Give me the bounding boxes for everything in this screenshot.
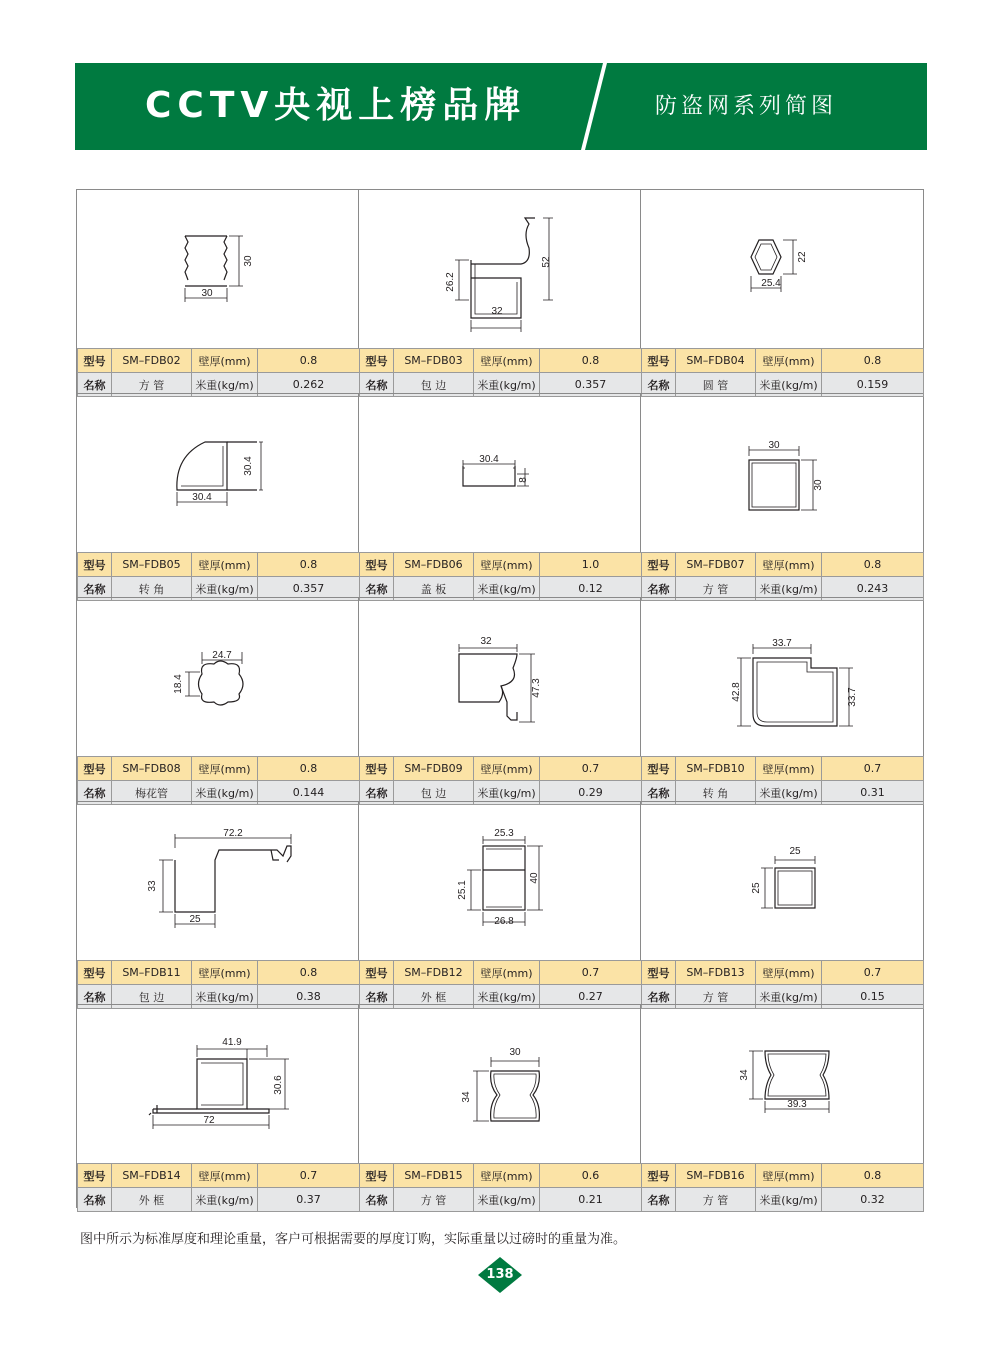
dimension-label: 25	[189, 914, 201, 925]
name-label: 名称	[78, 781, 112, 805]
profile-cross-section-icon	[641, 802, 923, 960]
header-banner	[75, 63, 927, 150]
weight-value: 0.21	[540, 1188, 642, 1212]
profile-cross-section-icon	[77, 394, 359, 552]
name-label: 名称	[360, 781, 394, 805]
model-label: 型号	[78, 553, 112, 577]
dimension-label: 33	[147, 880, 158, 892]
thickness-label: 壁厚(mm)	[474, 757, 540, 781]
profile-drawing	[77, 394, 359, 552]
weight-value: 0.144	[258, 781, 360, 805]
product-card	[359, 802, 641, 1006]
model-value: SM–FDB15	[394, 1164, 474, 1188]
name-label: 名称	[642, 985, 676, 1009]
thickness-value: 0.8	[258, 349, 360, 373]
model-label: 型号	[642, 553, 676, 577]
dimension-label: 25.4	[761, 278, 781, 289]
profile-drawing	[77, 190, 359, 348]
thickness-label: 壁厚(mm)	[756, 1164, 822, 1188]
thickness-label: 壁厚(mm)	[756, 961, 822, 985]
name-label: 名称	[642, 781, 676, 805]
profile-cross-section-icon	[77, 598, 359, 756]
name-value: 方 管	[676, 577, 756, 601]
profile-drawing	[359, 190, 641, 348]
weight-label: 米重(kg/m)	[756, 985, 822, 1009]
model-value: SM–FDB05	[112, 553, 192, 577]
name-value: 转 角	[676, 781, 756, 805]
name-label: 名称	[78, 577, 112, 601]
spec-row-model	[78, 757, 360, 781]
dimension-label: 32	[491, 306, 503, 317]
name-label: 名称	[78, 1188, 112, 1212]
model-value: SM–FDB12	[394, 961, 474, 985]
profile-cross-section-icon	[359, 802, 641, 960]
dimension-label: 25.1	[457, 880, 468, 900]
product-card	[77, 394, 359, 598]
profile-drawing	[359, 802, 641, 960]
weight-label: 米重(kg/m)	[756, 577, 822, 601]
model-label: 型号	[78, 961, 112, 985]
product-card	[641, 394, 923, 598]
weight-value: 0.159	[822, 373, 924, 397]
profile-drawing	[359, 394, 641, 552]
product-card	[641, 802, 923, 1006]
product-card	[77, 802, 359, 1006]
thickness-value: 0.8	[540, 349, 642, 373]
spec-table	[77, 960, 360, 1009]
weight-label: 米重(kg/m)	[756, 373, 822, 397]
name-value: 圆 管	[676, 373, 756, 397]
model-label: 型号	[78, 349, 112, 373]
spec-row-model	[642, 757, 924, 781]
name-value: 包 边	[394, 781, 474, 805]
product-card	[77, 598, 359, 802]
spec-row-model	[78, 1164, 360, 1188]
model-label: 型号	[78, 1164, 112, 1188]
dimension-label: 34	[461, 1091, 472, 1103]
dimension-label: 40	[529, 872, 540, 884]
profile-cross-section-icon	[359, 394, 641, 552]
thickness-label: 壁厚(mm)	[192, 757, 258, 781]
name-value: 方 管	[394, 1188, 474, 1212]
spec-table	[359, 552, 642, 601]
name-value: 包 边	[394, 373, 474, 397]
profile-cross-section-icon	[77, 190, 359, 348]
product-card	[359, 1005, 641, 1209]
weight-value: 0.262	[258, 373, 360, 397]
dimension-label: 22	[797, 251, 808, 263]
dimension-label: 34	[739, 1069, 750, 1081]
spec-table	[641, 348, 924, 397]
spec-table	[359, 348, 642, 397]
profile-cross-section-icon	[359, 190, 641, 348]
name-label: 名称	[360, 1188, 394, 1212]
spec-table	[359, 960, 642, 1009]
dimension-label: 30	[201, 288, 213, 299]
weight-value: 0.38	[258, 985, 360, 1009]
spec-row-model	[360, 961, 642, 985]
weight-value: 0.27	[540, 985, 642, 1009]
model-label: 型号	[642, 1164, 676, 1188]
spec-row-model	[78, 961, 360, 985]
spec-table	[77, 1163, 360, 1212]
profile-cross-section-icon	[359, 1005, 641, 1163]
dimension-label: 26.2	[445, 272, 456, 292]
profile-drawing	[77, 802, 359, 960]
product-card	[359, 394, 641, 598]
weight-label: 米重(kg/m)	[756, 1188, 822, 1212]
product-card	[77, 190, 359, 394]
spec-row-model	[360, 553, 642, 577]
dimension-label: 26.8	[494, 916, 514, 927]
profile-cross-section-icon	[641, 190, 923, 348]
profile-drawing	[77, 1005, 359, 1163]
dimension-label: 30.4	[479, 454, 499, 465]
thickness-label: 壁厚(mm)	[474, 961, 540, 985]
product-card	[641, 190, 923, 394]
name-value: 方 管	[676, 985, 756, 1009]
dimension-label: 72.2	[223, 828, 243, 839]
product-card	[641, 1005, 923, 1209]
model-label: 型号	[360, 553, 394, 577]
spec-row-name	[360, 1188, 642, 1212]
product-grid	[76, 189, 924, 1208]
dimension-label: 30	[243, 255, 254, 267]
dimension-label: 39.3	[787, 1099, 807, 1110]
name-value: 外 框	[394, 985, 474, 1009]
spec-row-name	[642, 1188, 924, 1212]
name-label: 名称	[642, 373, 676, 397]
model-label: 型号	[360, 1164, 394, 1188]
thickness-value: 0.8	[822, 553, 924, 577]
thickness-value: 0.7	[822, 757, 924, 781]
spec-row-model	[78, 553, 360, 577]
dimension-label: 30	[768, 440, 780, 451]
dimension-label: 41.9	[222, 1037, 242, 1048]
spec-row-model	[360, 757, 642, 781]
thickness-value: 0.7	[540, 757, 642, 781]
dimension-label: 72	[203, 1115, 215, 1126]
model-label: 型号	[360, 757, 394, 781]
spec-row-model	[642, 349, 924, 373]
name-label: 名称	[78, 373, 112, 397]
spec-row-model	[360, 1164, 642, 1188]
dimension-label: 52	[541, 256, 552, 268]
product-card	[77, 1005, 359, 1209]
spec-table	[641, 552, 924, 601]
model-value: SM–FDB13	[676, 961, 756, 985]
name-label: 名称	[360, 577, 394, 601]
thickness-label: 壁厚(mm)	[756, 757, 822, 781]
profile-drawing	[641, 802, 923, 960]
thickness-label: 壁厚(mm)	[192, 961, 258, 985]
dimension-label: 30.6	[273, 1075, 284, 1095]
thickness-value: 0.8	[258, 757, 360, 781]
weight-value: 0.31	[822, 781, 924, 805]
name-value: 方 管	[112, 373, 192, 397]
weight-label: 米重(kg/m)	[474, 577, 540, 601]
spec-row-model	[642, 1164, 924, 1188]
profile-cross-section-icon	[641, 394, 923, 552]
spec-row-model	[78, 349, 360, 373]
dimension-label: 30	[509, 1047, 521, 1058]
thickness-label: 壁厚(mm)	[192, 349, 258, 373]
name-value: 方 管	[676, 1188, 756, 1212]
thickness-label: 壁厚(mm)	[192, 1164, 258, 1188]
dimension-label: 42.8	[731, 682, 742, 702]
spec-row-name	[78, 1188, 360, 1212]
thickness-label: 壁厚(mm)	[474, 349, 540, 373]
model-value: SM–FDB04	[676, 349, 756, 373]
brand-title: CCTV央视上榜品牌	[145, 85, 527, 126]
spec-row-model	[642, 961, 924, 985]
spec-table	[359, 756, 642, 805]
series-title: 防盗网系列简图	[655, 94, 838, 119]
weight-label: 米重(kg/m)	[474, 1188, 540, 1212]
weight-value: 0.37	[258, 1188, 360, 1212]
spec-table	[359, 1163, 642, 1212]
weight-label: 米重(kg/m)	[474, 373, 540, 397]
thickness-value: 0.7	[258, 1164, 360, 1188]
row-divider	[77, 1004, 923, 1005]
name-value: 外 框	[112, 1188, 192, 1212]
weight-value: 0.12	[540, 577, 642, 601]
profile-cross-section-icon	[77, 802, 359, 960]
model-value: SM–FDB03	[394, 349, 474, 373]
page-number: 138	[486, 1267, 514, 1282]
weight-label: 米重(kg/m)	[192, 781, 258, 805]
product-card	[359, 598, 641, 802]
spec-table	[77, 756, 360, 805]
weight-value: 0.357	[258, 577, 360, 601]
model-label: 型号	[642, 349, 676, 373]
thickness-label: 壁厚(mm)	[756, 349, 822, 373]
name-value: 转 角	[112, 577, 192, 601]
weight-label: 米重(kg/m)	[474, 781, 540, 805]
spec-row-model	[360, 349, 642, 373]
dimension-label: 25	[789, 846, 801, 857]
thickness-value: 0.6	[540, 1164, 642, 1188]
profile-drawing	[641, 190, 923, 348]
spec-table	[641, 756, 924, 805]
weight-value: 0.357	[540, 373, 642, 397]
profile-cross-section-icon	[359, 598, 641, 756]
dimension-label: 8	[518, 477, 529, 483]
dimension-label: 25	[751, 882, 762, 894]
model-value: SM–FDB08	[112, 757, 192, 781]
dimension-label: 30	[813, 479, 824, 491]
model-value: SM–FDB11	[112, 961, 192, 985]
profile-drawing	[641, 598, 923, 756]
name-label: 名称	[78, 985, 112, 1009]
profile-cross-section-icon	[641, 598, 923, 756]
thickness-value: 0.7	[822, 961, 924, 985]
profile-drawing	[359, 1005, 641, 1163]
model-value: SM–FDB14	[112, 1164, 192, 1188]
name-label: 名称	[360, 985, 394, 1009]
spec-table	[641, 1163, 924, 1212]
weight-label: 米重(kg/m)	[192, 1188, 258, 1212]
model-label: 型号	[78, 757, 112, 781]
row-divider	[77, 393, 923, 394]
weight-label: 米重(kg/m)	[192, 985, 258, 1009]
dimension-label: 30.4	[243, 456, 254, 476]
name-value: 梅花管	[112, 781, 192, 805]
row-divider	[77, 597, 923, 598]
profile-drawing	[641, 394, 923, 552]
thickness-label: 壁厚(mm)	[756, 553, 822, 577]
model-value: SM–FDB09	[394, 757, 474, 781]
spec-row-model	[642, 553, 924, 577]
dimension-label: 32	[480, 636, 492, 647]
thickness-value: 0.8	[822, 349, 924, 373]
name-label: 名称	[642, 577, 676, 601]
name-value: 盖 板	[394, 577, 474, 601]
thickness-label: 壁厚(mm)	[474, 1164, 540, 1188]
model-label: 型号	[360, 349, 394, 373]
thickness-value: 0.7	[540, 961, 642, 985]
profile-cross-section-icon	[77, 1005, 359, 1163]
thickness-value: 1.0	[540, 553, 642, 577]
thickness-label: 壁厚(mm)	[474, 553, 540, 577]
model-value: SM–FDB02	[112, 349, 192, 373]
name-label: 名称	[642, 1188, 676, 1212]
profile-cross-section-icon	[641, 1005, 923, 1163]
model-value: SM–FDB16	[676, 1164, 756, 1188]
spec-table	[77, 552, 360, 601]
profile-drawing	[77, 598, 359, 756]
dimension-label: 30.4	[192, 492, 212, 503]
product-card	[359, 190, 641, 394]
name-label: 名称	[360, 373, 394, 397]
model-label: 型号	[360, 961, 394, 985]
weight-value: 0.29	[540, 781, 642, 805]
thickness-value: 0.8	[258, 553, 360, 577]
model-value: SM–FDB07	[676, 553, 756, 577]
footer-note: 图中所示为标准厚度和理论重量，客户可根据需要的厚度订购，实际重量以过磅时的重量为准。	[80, 1232, 627, 1247]
model-value: SM–FDB10	[676, 757, 756, 781]
thickness-value: 0.8	[258, 961, 360, 985]
thickness-label: 壁厚(mm)	[192, 553, 258, 577]
profile-drawing	[359, 598, 641, 756]
weight-label: 米重(kg/m)	[192, 577, 258, 601]
weight-label: 米重(kg/m)	[756, 781, 822, 805]
profile-drawing	[641, 1005, 923, 1163]
weight-label: 米重(kg/m)	[192, 373, 258, 397]
weight-label: 米重(kg/m)	[474, 985, 540, 1009]
dimension-label: 33.7	[847, 687, 858, 707]
name-value: 包 边	[112, 985, 192, 1009]
spec-table	[77, 348, 360, 397]
dimension-label: 18.4	[173, 674, 184, 694]
weight-value: 0.243	[822, 577, 924, 601]
dimension-label: 33.7	[772, 638, 792, 649]
model-label: 型号	[642, 757, 676, 781]
model-label: 型号	[642, 961, 676, 985]
weight-value: 0.15	[822, 985, 924, 1009]
dimension-label: 47.3	[531, 678, 542, 698]
row-divider	[77, 801, 923, 802]
thickness-value: 0.8	[822, 1164, 924, 1188]
dimension-label: 24.7	[212, 650, 232, 661]
product-card	[641, 598, 923, 802]
dimension-label: 25.3	[494, 828, 514, 839]
weight-value: 0.32	[822, 1188, 924, 1212]
model-value: SM–FDB06	[394, 553, 474, 577]
spec-table	[641, 960, 924, 1009]
